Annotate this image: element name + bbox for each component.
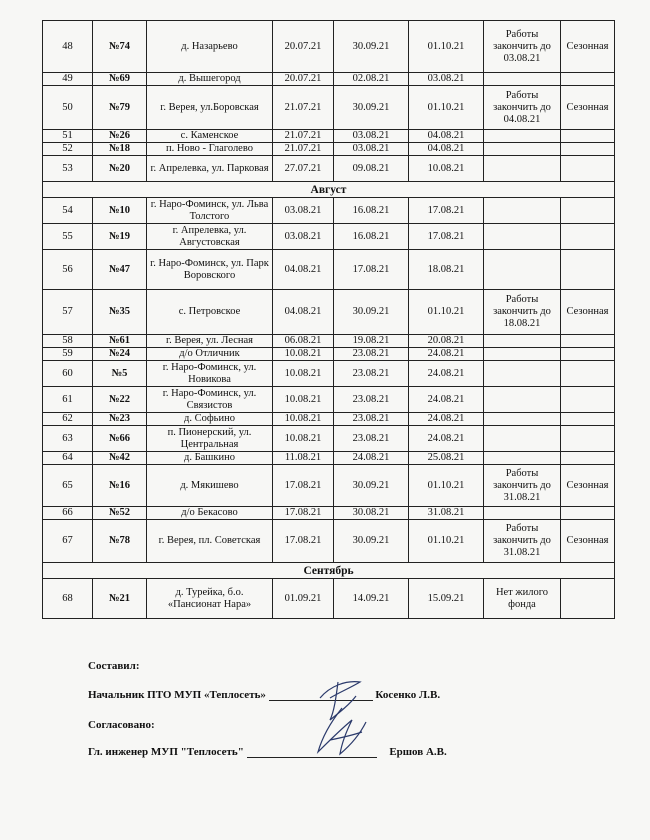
cell-end-date: 03.08.21 (334, 143, 409, 156)
cell-row-number: 54 (43, 198, 93, 224)
cell-end-date: 03.08.21 (334, 130, 409, 143)
cell-end-date: 19.08.21 (334, 335, 409, 348)
cell-type (561, 452, 615, 465)
month-label: Август (43, 182, 615, 198)
cell-note (484, 198, 561, 224)
cell-end-date: 30.09.21 (334, 21, 409, 73)
cell-end-date: 23.08.21 (334, 413, 409, 426)
head-title: Начальник ПТО МУП «Теплосеть» (88, 689, 266, 701)
cell-row-number: 58 (43, 335, 93, 348)
cell-start-date: 10.08.21 (273, 413, 334, 426)
month-header-row (43, 182, 615, 198)
cell-row-number: 51 (43, 130, 93, 143)
cell-object-number: №10 (93, 198, 147, 224)
cell-object-number: №74 (93, 21, 147, 73)
cell-note: Работы закончить до 18.08.21 (484, 290, 561, 335)
cell-row-number: 56 (43, 250, 93, 290)
cell-row-number: 60 (43, 361, 93, 387)
cell-address: г. Верея, ул. Лесная (147, 335, 273, 348)
head-name: Косенко Л.В. (375, 689, 441, 701)
cell-address: д. Вышегород (147, 73, 273, 86)
cell-row-number: 64 (43, 452, 93, 465)
agreed-label: Согласовано: (88, 719, 155, 731)
cell-type (561, 387, 615, 413)
cell-note (484, 452, 561, 465)
chief-title: Гл. инженер МУП "Теплосеть" (88, 746, 244, 758)
cell-address: д. Мякишево (147, 465, 273, 507)
cell-note (484, 348, 561, 361)
cell-type (561, 335, 615, 348)
table-row (43, 465, 615, 507)
cell-row-number: 66 (43, 507, 93, 520)
cell-object-number: №35 (93, 290, 147, 335)
cell-address: д. Назарьево (147, 21, 273, 73)
cell-end-date: 16.08.21 (334, 224, 409, 250)
table-row (43, 452, 615, 465)
cell-start-date: 21.07.21 (273, 130, 334, 143)
cell-row-number: 53 (43, 156, 93, 182)
cell-type (561, 156, 615, 182)
cell-object-number: №20 (93, 156, 147, 182)
cell-next-date: 01.10.21 (409, 290, 484, 335)
cell-type: Сезонная (561, 290, 615, 335)
cell-start-date: 04.08.21 (273, 250, 334, 290)
cell-type (561, 198, 615, 224)
table-row (43, 413, 615, 426)
cell-start-date: 20.07.21 (273, 73, 334, 86)
cell-type (561, 348, 615, 361)
cell-row-number: 49 (43, 73, 93, 86)
head-signature-line (88, 689, 440, 701)
cell-next-date: 31.08.21 (409, 507, 484, 520)
cell-next-date: 17.08.21 (409, 198, 484, 224)
cell-object-number: №18 (93, 143, 147, 156)
cell-next-date: 04.08.21 (409, 130, 484, 143)
cell-start-date: 03.08.21 (273, 198, 334, 224)
cell-next-date: 01.10.21 (409, 21, 484, 73)
cell-object-number: №69 (93, 73, 147, 86)
cell-object-number: №24 (93, 348, 147, 361)
cell-type: Сезонная (561, 21, 615, 73)
table-row (43, 21, 615, 73)
chief-name: Ершов А.В. (389, 746, 447, 758)
cell-address: г. Наро-Фоминск, ул. Парк Воровского (147, 250, 273, 290)
cell-address: г. Наро-Фоминск, ул. Связистов (147, 387, 273, 413)
cell-object-number: №66 (93, 426, 147, 452)
cell-note (484, 250, 561, 290)
handwritten-signature (300, 668, 380, 763)
cell-note: Работы закончить до 04.08.21 (484, 86, 561, 130)
cell-note (484, 130, 561, 143)
cell-start-date: 10.08.21 (273, 348, 334, 361)
cell-start-date: 27.07.21 (273, 156, 334, 182)
cell-note (484, 335, 561, 348)
cell-start-date: 11.08.21 (273, 452, 334, 465)
cell-address: п. Ново - Глаголево (147, 143, 273, 156)
cell-end-date: 23.08.21 (334, 387, 409, 413)
cell-address: с. Петровское (147, 290, 273, 335)
cell-next-date: 24.08.21 (409, 348, 484, 361)
table-row (43, 224, 615, 250)
compiled-label: Составил: (88, 660, 140, 672)
cell-note (484, 507, 561, 520)
cell-object-number: №16 (93, 465, 147, 507)
cell-end-date: 30.09.21 (334, 465, 409, 507)
cell-object-number: №26 (93, 130, 147, 143)
cell-address: г. Апрелевка, ул. Парковая (147, 156, 273, 182)
cell-next-date: 24.08.21 (409, 426, 484, 452)
cell-end-date: 02.08.21 (334, 73, 409, 86)
cell-note (484, 73, 561, 86)
cell-row-number: 62 (43, 413, 93, 426)
cell-object-number: №23 (93, 413, 147, 426)
table-row (43, 387, 615, 413)
cell-start-date: 17.08.21 (273, 465, 334, 507)
month-header-row (43, 563, 615, 579)
cell-next-date: 25.08.21 (409, 452, 484, 465)
cell-address: д. Башкино (147, 452, 273, 465)
cell-type: Сезонная (561, 465, 615, 507)
cell-type: Сезонная (561, 86, 615, 130)
cell-note: Работы закончить до 03.08.21 (484, 21, 561, 73)
chief-signature-line (88, 746, 447, 758)
table-row (43, 507, 615, 520)
cell-start-date: 03.08.21 (273, 224, 334, 250)
cell-row-number: 59 (43, 348, 93, 361)
cell-note (484, 387, 561, 413)
cell-object-number: №21 (93, 579, 147, 619)
cell-next-date: 03.08.21 (409, 73, 484, 86)
cell-start-date: 20.07.21 (273, 21, 334, 73)
cell-object-number: №61 (93, 335, 147, 348)
cell-next-date: 01.10.21 (409, 86, 484, 130)
cell-object-number: №79 (93, 86, 147, 130)
table-row (43, 520, 615, 563)
table-row (43, 198, 615, 224)
table-row (43, 290, 615, 335)
cell-note (484, 156, 561, 182)
cell-address: д. Турейка, б.о. «Пансионат Нара» (147, 579, 273, 619)
cell-end-date: 23.08.21 (334, 426, 409, 452)
cell-row-number: 48 (43, 21, 93, 73)
cell-end-date: 17.08.21 (334, 250, 409, 290)
cell-type (561, 426, 615, 452)
cell-row-number: 52 (43, 143, 93, 156)
cell-next-date: 15.09.21 (409, 579, 484, 619)
cell-start-date: 10.08.21 (273, 361, 334, 387)
cell-note (484, 224, 561, 250)
cell-start-date: 17.08.21 (273, 507, 334, 520)
cell-address: п. Пионерский, ул. Центральная (147, 426, 273, 452)
cell-address: г. Наро-Фоминск, ул. Новикова (147, 361, 273, 387)
cell-type (561, 413, 615, 426)
table-row (43, 130, 615, 143)
cell-next-date: 01.10.21 (409, 520, 484, 563)
cell-end-date: 30.09.21 (334, 520, 409, 563)
cell-type (561, 579, 615, 619)
table-row (43, 250, 615, 290)
table-row (43, 143, 615, 156)
cell-type (561, 224, 615, 250)
cell-next-date: 24.08.21 (409, 387, 484, 413)
cell-note: Работы закончить до 31.08.21 (484, 465, 561, 507)
cell-object-number: №47 (93, 250, 147, 290)
cell-type: Сезонная (561, 520, 615, 563)
cell-object-number: №19 (93, 224, 147, 250)
table-row (43, 156, 615, 182)
schedule-table (42, 20, 615, 619)
cell-next-date: 10.08.21 (409, 156, 484, 182)
table-row (43, 86, 615, 130)
month-label: Сентябрь (43, 563, 615, 579)
cell-start-date: 21.07.21 (273, 143, 334, 156)
cell-row-number: 61 (43, 387, 93, 413)
cell-end-date: 14.09.21 (334, 579, 409, 619)
table-row (43, 348, 615, 361)
cell-next-date: 20.08.21 (409, 335, 484, 348)
cell-note: Работы закончить до 31.08.21 (484, 520, 561, 563)
cell-row-number: 68 (43, 579, 93, 619)
cell-note: Нет жилого фонда (484, 579, 561, 619)
cell-end-date: 16.08.21 (334, 198, 409, 224)
cell-row-number: 55 (43, 224, 93, 250)
table-row (43, 73, 615, 86)
cell-start-date: 10.08.21 (273, 387, 334, 413)
cell-type (561, 130, 615, 143)
table-row (43, 426, 615, 452)
cell-end-date: 30.08.21 (334, 507, 409, 520)
cell-object-number: №5 (93, 361, 147, 387)
cell-row-number: 63 (43, 426, 93, 452)
table-row (43, 361, 615, 387)
cell-address: г. Наро-Фоминск, ул. Льва Толстого (147, 198, 273, 224)
cell-type (561, 250, 615, 290)
cell-type (561, 143, 615, 156)
cell-address: г. Апрелевка, ул. Августовская (147, 224, 273, 250)
cell-address: д/о Отличник (147, 348, 273, 361)
cell-type (561, 361, 615, 387)
cell-row-number: 57 (43, 290, 93, 335)
cell-type (561, 507, 615, 520)
cell-row-number: 50 (43, 86, 93, 130)
cell-start-date: 17.08.21 (273, 520, 334, 563)
cell-end-date: 09.08.21 (334, 156, 409, 182)
cell-row-number: 65 (43, 465, 93, 507)
cell-start-date: 21.07.21 (273, 86, 334, 130)
cell-address: д/о Бекасово (147, 507, 273, 520)
cell-address: г. Верея, пл. Советская (147, 520, 273, 563)
cell-start-date: 06.08.21 (273, 335, 334, 348)
cell-end-date: 24.08.21 (334, 452, 409, 465)
cell-object-number: №42 (93, 452, 147, 465)
table-row (43, 579, 615, 619)
cell-row-number: 67 (43, 520, 93, 563)
cell-end-date: 30.09.21 (334, 86, 409, 130)
cell-note (484, 413, 561, 426)
cell-next-date: 17.08.21 (409, 224, 484, 250)
cell-next-date: 01.10.21 (409, 465, 484, 507)
cell-end-date: 23.08.21 (334, 348, 409, 361)
cell-end-date: 30.09.21 (334, 290, 409, 335)
cell-start-date: 04.08.21 (273, 290, 334, 335)
cell-end-date: 23.08.21 (334, 361, 409, 387)
cell-next-date: 18.08.21 (409, 250, 484, 290)
cell-note (484, 143, 561, 156)
cell-next-date: 24.08.21 (409, 413, 484, 426)
cell-note (484, 426, 561, 452)
table-row (43, 335, 615, 348)
cell-object-number: №52 (93, 507, 147, 520)
cell-address: д. Софьино (147, 413, 273, 426)
cell-next-date: 24.08.21 (409, 361, 484, 387)
cell-address: г. Верея, ул.Боровская (147, 86, 273, 130)
cell-next-date: 04.08.21 (409, 143, 484, 156)
cell-object-number: №22 (93, 387, 147, 413)
cell-type (561, 73, 615, 86)
cell-address: с. Каменское (147, 130, 273, 143)
cell-start-date: 01.09.21 (273, 579, 334, 619)
cell-note (484, 361, 561, 387)
cell-start-date: 10.08.21 (273, 426, 334, 452)
cell-object-number: №78 (93, 520, 147, 563)
